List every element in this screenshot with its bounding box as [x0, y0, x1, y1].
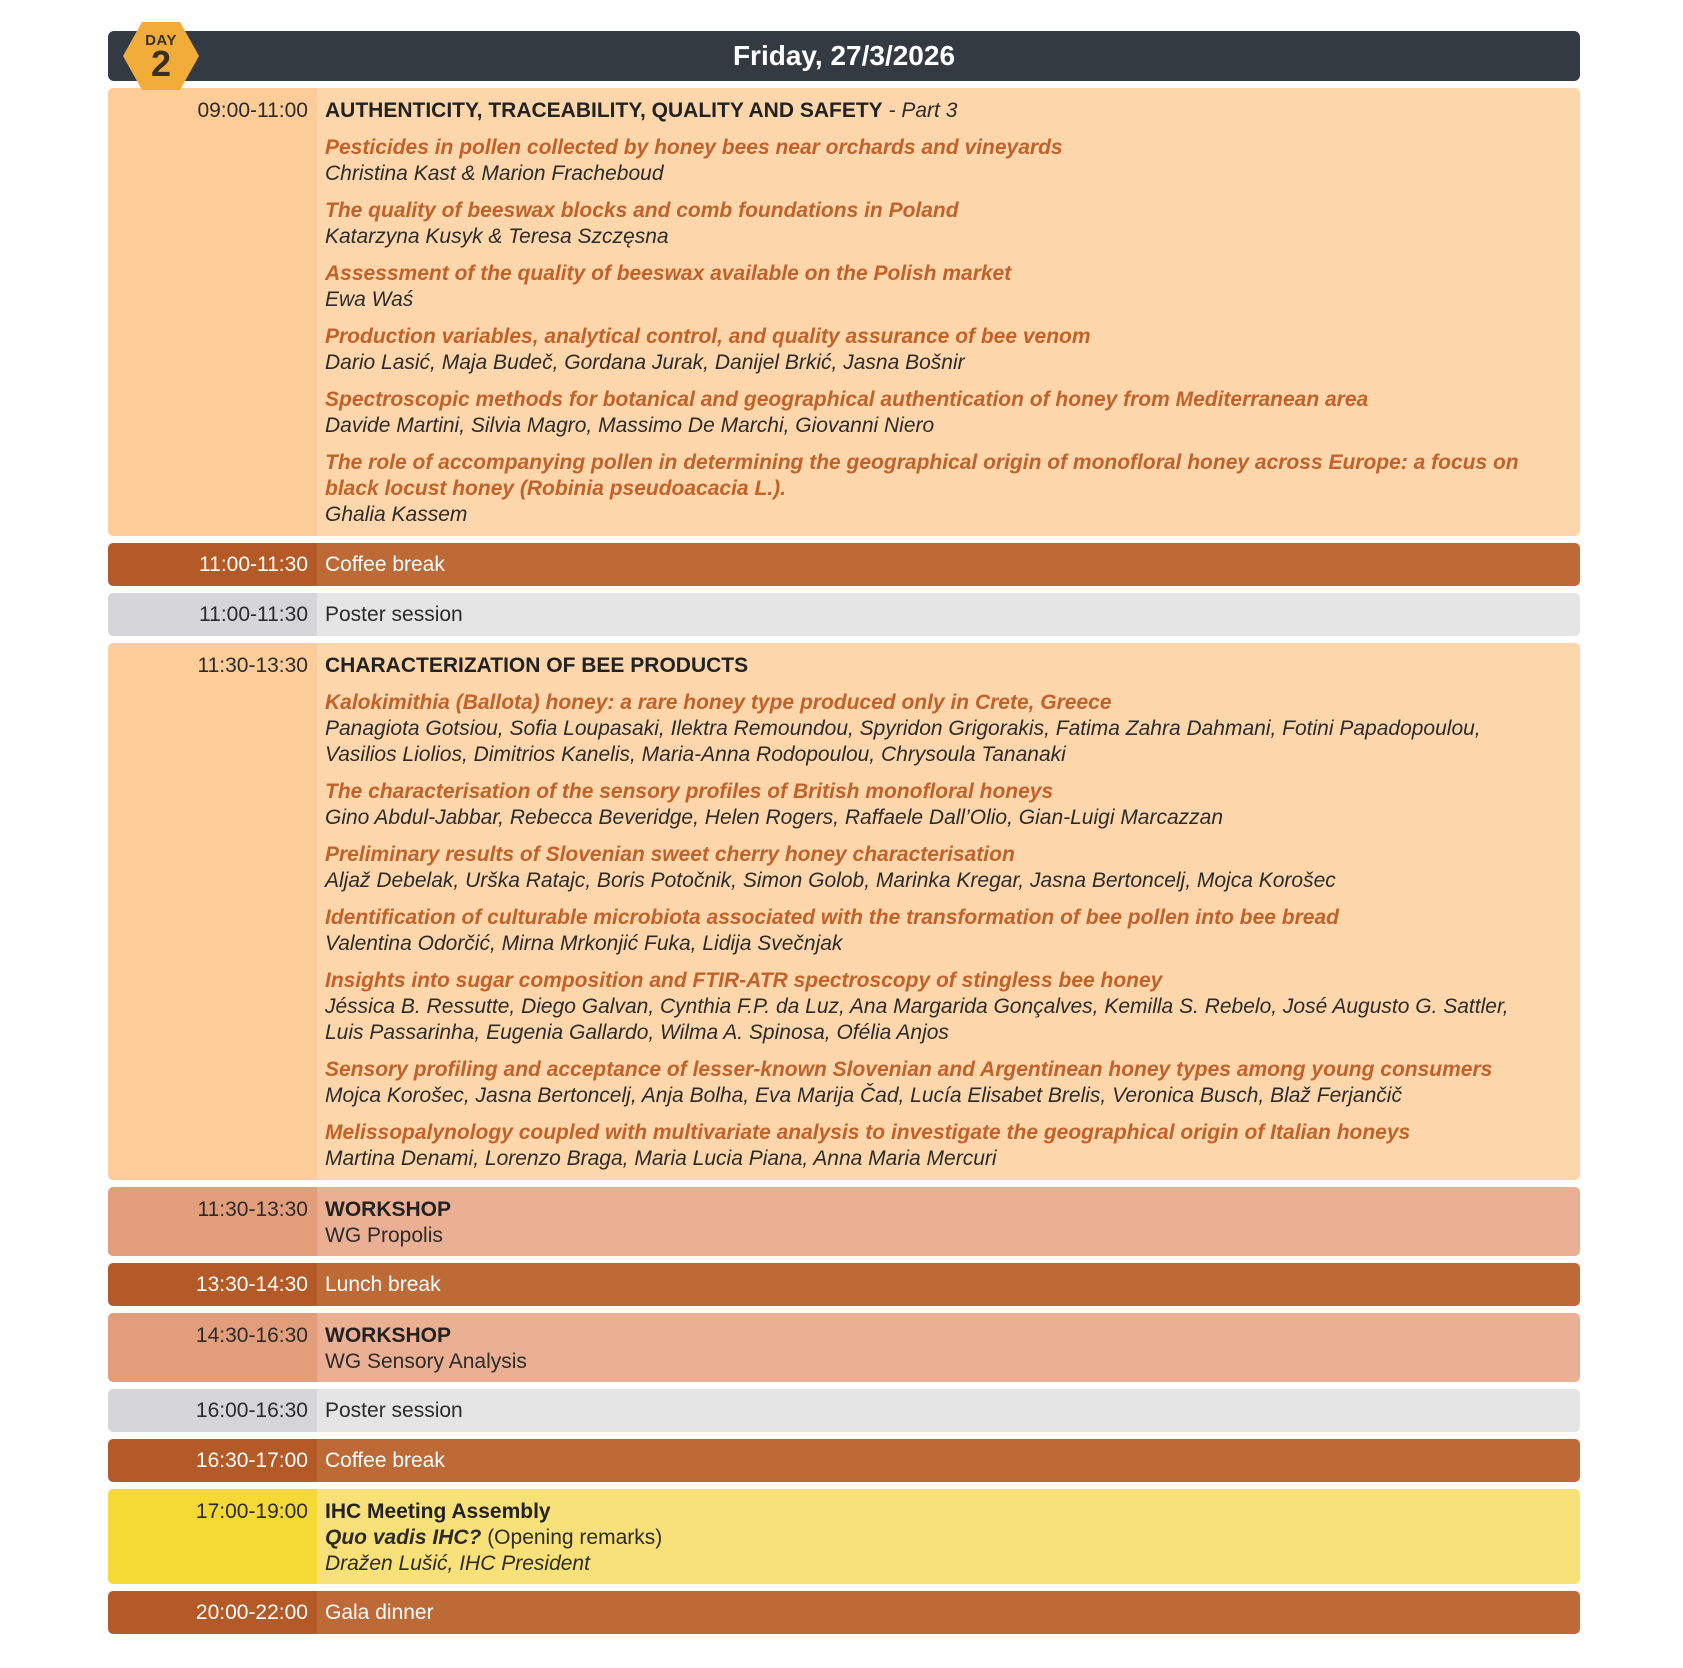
talk-authors: Martina Denami, Lorenzo Braga, Maria Lucia Piana, Anna Maria Mercuri: [325, 1147, 997, 1170]
session-row: [108, 643, 1580, 1180]
session-part: - Part 3: [882, 99, 958, 122]
talk-authors: Christina Kast & Marion Fracheboud: [325, 162, 664, 185]
session-content: [317, 643, 1580, 1180]
talk-title: Preliminary results of Slovenian sweet cherry honey characterisation: [325, 843, 1015, 866]
poster-time: 16:00-16:30: [108, 1389, 317, 1432]
talk-title: Insights into sugar composition and FTIR-ATR spectroscopy of stingless bee honey: [325, 969, 1163, 992]
talk-authors: Aljaž Debelak, Urška Ratajc, Boris Potočnik, Simon Golob, Marinka Kregar, Jasna Bertoncelj, Mojca Korošec: [325, 869, 1336, 892]
session-content: [317, 88, 1580, 536]
day-badge-label: DAY: [145, 32, 177, 49]
meeting-subtitle-rest: (Opening remarks): [481, 1526, 663, 1549]
talk-title: Kalokimithia (Ballota) honey: a rare honey type produced only in Crete, Greece: [325, 691, 1112, 714]
talk-title: Pesticides in pollen collected by honey bees near orchards and vineyards: [325, 136, 1063, 159]
session-title: CHARACTERIZATION OF BEE PRODUCTS: [325, 654, 749, 677]
meeting-subtitle: [325, 1525, 1550, 1551]
workshop-time: 11:30-13:30: [108, 1187, 317, 1256]
break-row: [108, 1591, 1580, 1634]
talk-title: The characterisation of the sensory profiles of British monofloral honeys: [325, 780, 1054, 803]
talk-item: [325, 1120, 1550, 1172]
break-label: Coffee break: [317, 543, 1580, 586]
poster-row: [108, 593, 1580, 636]
session-time: 09:00-11:00: [108, 88, 317, 536]
talk-item: [325, 324, 1550, 376]
workshop-time: 14:30-16:30: [108, 1313, 317, 1382]
talk-title: Spectroscopic methods for botanical and geographical authentication of honey from Mediterranean area: [325, 388, 1369, 411]
talk-title: Assessment of the quality of beeswax available on the Polish market: [325, 262, 1012, 285]
meeting-content: [317, 1489, 1580, 1584]
talk-authors: Dario Lasić, Maja Budeč, Gordana Jurak, Danijel Brkić, Jasna Bošnir: [325, 351, 965, 374]
poster-row: [108, 1389, 1580, 1432]
poster-time: 11:00-11:30: [108, 593, 317, 636]
talk-item: [325, 261, 1550, 313]
talk-item: [325, 135, 1550, 187]
day-schedule: [108, 31, 1580, 1634]
workshop-subtitle: WG Sensory Analysis: [325, 1350, 527, 1373]
workshop-title: WORKSHOP: [325, 1198, 451, 1221]
meeting-time: 17:00-19:00: [108, 1489, 317, 1584]
meeting-subtitle-emphasis: Quo vadis IHC?: [325, 1526, 482, 1549]
break-label: Lunch break: [317, 1263, 1580, 1306]
talk-authors: Mojca Korošec, Jasna Bertoncelj, Anja Bolha, Eva Marija Čad, Lucía Elisabet Brelis, Veronica Busch, Blaž Ferjančič: [325, 1084, 1402, 1107]
talk-authors: Valentina Odorčić, Mirna Mrkonjić Fuka, Lidija Svečnjak: [325, 932, 843, 955]
talk-item: [325, 387, 1550, 439]
session-row: [108, 88, 1580, 536]
session-title: AUTHENTICITY, TRACEABILITY, QUALITY AND SAFETY: [325, 99, 883, 122]
workshop-row: [108, 1187, 1580, 1256]
talk-title: Production variables, analytical control, and quality assurance of bee venom: [325, 325, 1091, 348]
break-time: 20:00-22:00: [108, 1591, 317, 1634]
break-label: Gala dinner: [317, 1591, 1580, 1634]
day-header: [108, 31, 1580, 84]
workshop-content: [317, 1187, 1580, 1256]
break-time: 13:30-14:30: [108, 1263, 317, 1306]
poster-label: Poster session: [317, 1389, 1580, 1432]
talk-title: Identification of culturable microbiota associated with the transformation of bee pollen into bee bread: [325, 906, 1339, 929]
talk-item: [325, 450, 1550, 528]
meeting-row: [108, 1489, 1580, 1584]
talk-item: [325, 842, 1550, 894]
talk-authors: Jéssica B. Ressutte, Diego Galvan, Cynthia F.P. da Luz, Ana Margarida Gonçalves, Kemilla S. Rebelo, José Augusto G. Sattler, Luis Passarinha, Eugenia Gallardo, Wilma A. Spinosa, Ofélia Anjos: [325, 995, 1509, 1044]
break-label: Coffee break: [317, 1439, 1580, 1482]
workshop-content: [317, 1313, 1580, 1382]
talk-authors: Gino Abdul-Jabbar, Rebecca Beveridge, Helen Rogers, Raffaele Dall’Olio, Gian-Luigi Marcazzan: [325, 806, 1224, 829]
talk-item: [325, 968, 1550, 1046]
talk-authors: Panagiota Gotsiou, Sofia Loupasaki, Ilektra Remoundou, Spyridon Grigorakis, Fatima Zahra Dahmani, Fotini Papadopoulou, Vasilios Liolios, Dimitrios Kanelis, Maria-Anna Rodopoulou, Chrysoula Tananaki: [325, 717, 1481, 766]
meeting-speaker: Dražen Lušić, IHC President: [325, 1552, 590, 1575]
day-badge-number: 2: [150, 43, 172, 84]
meeting-title: IHC Meeting Assembly: [325, 1500, 551, 1523]
break-time: 16:30-17:00: [108, 1439, 317, 1482]
workshop-row: [108, 1313, 1580, 1382]
break-row: [108, 1263, 1580, 1306]
talk-title: The quality of beeswax blocks and comb foundations in Poland: [325, 199, 959, 222]
talk-title: The role of accompanying pollen in determining the geographical origin of monofloral honey across Europe: a focus on black locust honey (Robinia pseudoacacia L.).: [325, 451, 1519, 500]
day-badge: [123, 22, 199, 90]
talk-title: Sensory profiling and acceptance of lesser-known Slovenian and Argentinean honey types among young consumers: [325, 1058, 1493, 1081]
workshop-subtitle: WG Propolis: [325, 1224, 443, 1247]
talk-item: [325, 198, 1550, 250]
talk-item: [325, 690, 1550, 768]
talk-authors: Katarzyna Kusyk & Teresa Szczęsna: [325, 225, 669, 248]
break-time: 11:00-11:30: [108, 543, 317, 586]
session-heading: [325, 98, 1550, 124]
workshop-title: WORKSHOP: [325, 1324, 451, 1347]
talk-authors: Davide Martini, Silvia Magro, Massimo De Marchi, Giovanni Niero: [325, 414, 935, 437]
break-row: [108, 1439, 1580, 1482]
talk-item: [325, 1057, 1550, 1109]
talk-item: [325, 779, 1550, 831]
break-row: [108, 543, 1580, 586]
talk-title: Melissopalynology coupled with multivariate analysis to investigate the geographical origin of Italian honeys: [325, 1121, 1411, 1144]
talk-authors: Ghalia Kassem: [325, 503, 468, 526]
session-time: 11:30-13:30: [108, 643, 317, 1180]
poster-label: Poster session: [317, 593, 1580, 636]
talk-item: [325, 905, 1550, 957]
talk-authors: Ewa Waś: [325, 288, 414, 311]
day-title: Friday, 27/3/2026: [732, 40, 956, 71]
